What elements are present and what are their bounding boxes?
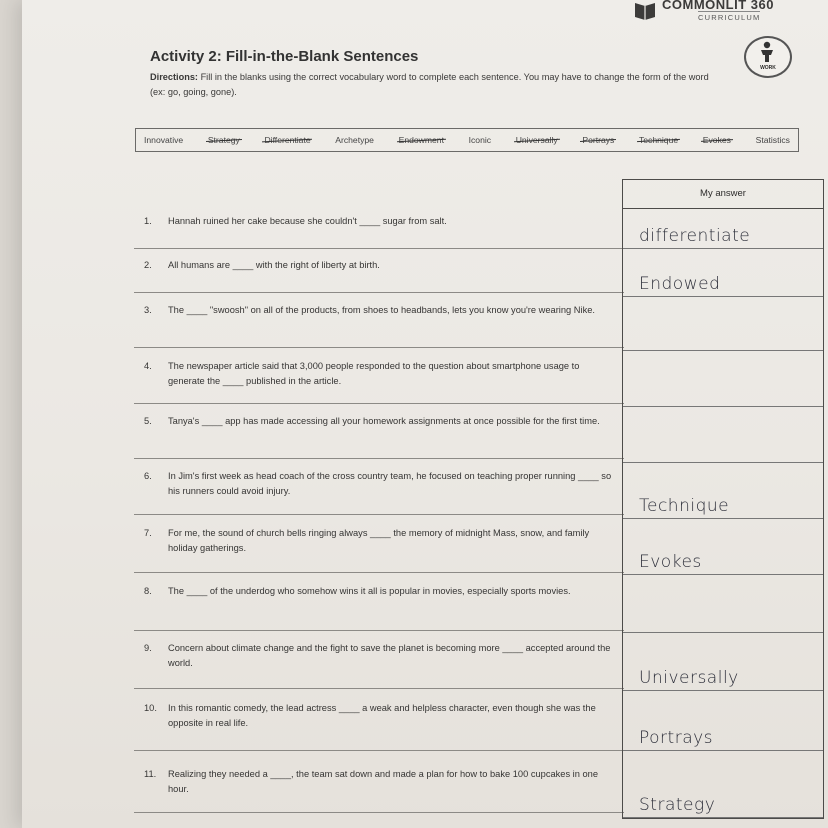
worksheet-page [22, 0, 828, 828]
row-divider [134, 458, 624, 459]
answer-cell[interactable] [623, 350, 823, 407]
question-number: 5. [144, 416, 152, 426]
handwritten-answer: Evokes [639, 552, 702, 572]
handwritten-answer: Endowed [639, 274, 721, 294]
word-bank-item: Statistics [755, 135, 790, 145]
activity-title: Activity 2: Fill-in-the-Blank Sentences [150, 48, 419, 65]
word-bank-item: Universally [515, 135, 558, 145]
person-icon [756, 41, 778, 63]
commonlit-logo [634, 0, 804, 26]
question-number: 2. [144, 260, 152, 270]
word-bank-item: Iconic [468, 135, 492, 145]
word-bank-item: Archetype [335, 135, 374, 145]
word-bank [135, 128, 799, 152]
question-text: The ____ "swoosh" on all of the products, from shoes to headbands, lets you know you're wearing Nike. [168, 305, 595, 315]
question-text: Concern about climate change and the fight to save the planet is becoming more ____ accepted around the world. [168, 643, 611, 668]
question-number: 3. [144, 305, 152, 315]
answer-cell[interactable] [623, 296, 823, 351]
word-bank-item: Differentiate [264, 135, 311, 145]
answer-cell[interactable] [623, 406, 823, 463]
word-bank-item: Endowment [398, 135, 444, 145]
answer-column-header: My answer [623, 180, 823, 209]
question-number: 4. [144, 361, 152, 371]
badge-label: WORK [760, 65, 776, 71]
row-divider [134, 514, 624, 515]
answer-cell[interactable] [623, 632, 823, 691]
handwritten-answer: Strategy [639, 795, 716, 815]
answer-cell[interactable] [623, 574, 823, 633]
directions [150, 70, 710, 100]
word-bank-item: Portrays [582, 135, 615, 145]
row-divider [134, 572, 624, 573]
word-bank-item: Strategy [207, 135, 240, 145]
row-divider [134, 688, 624, 689]
answer-cell[interactable] [623, 208, 823, 249]
question-number: 10. [144, 703, 157, 713]
answer-cell[interactable] [623, 248, 823, 297]
answer-cell[interactable] [623, 518, 823, 575]
question-number: 6. [144, 471, 152, 481]
logo-wordmark: COMMONLIT 360 [662, 0, 774, 12]
question-text: In this romantic comedy, the lead actress ____ a weak and helpless character, even though she was the opposite in real life. [168, 703, 596, 728]
word-bank-item: Innovative [144, 135, 184, 145]
answer-cell[interactable] [623, 690, 823, 751]
row-divider [134, 248, 624, 249]
book-logo-icon [634, 0, 656, 20]
word-bank-item: Technique [638, 135, 679, 145]
question-text: In Jim's first week as head coach of the cross country team, he focused on teaching proper running ____ so his runners could avoid injury. [168, 471, 612, 496]
logo-subtitle: CURRICULUM [698, 13, 761, 22]
question-number: 11. [144, 769, 157, 779]
question-text: For me, the sound of church bells ringing always ____ the memory of midnight Mass, snow, and family holiday gatherings. [168, 528, 590, 553]
row-divider [134, 403, 624, 404]
work-badge [744, 36, 792, 78]
answer-cell[interactable] [623, 750, 823, 818]
handwritten-answer: Universally [639, 668, 739, 688]
question-text: Realizing they needed a ____, the team sat down and made a plan for how to bake 100 cupcakes in one hour. [168, 769, 599, 794]
directions-text: Fill in the blanks using the correct vocabulary word to complete each sentence. You may have to change the form of the word (ex: go, going, gone). [150, 72, 709, 97]
question-text: The newspaper article said that 3,000 people responded to the question about smartphone usage to generate the ____ published in the article. [168, 361, 580, 386]
row-divider [134, 630, 624, 631]
row-divider [134, 347, 624, 348]
question-text: All humans are ____ with the right of liberty at birth. [168, 260, 380, 270]
question-number: 9. [144, 643, 152, 653]
row-divider [134, 292, 624, 293]
answer-cell[interactable] [623, 462, 823, 519]
question-number: 1. [144, 216, 152, 226]
question-number: 8. [144, 586, 152, 596]
handwritten-answer: Technique [639, 496, 730, 516]
question-text: The ____ of the underdog who somehow wins it all is popular in movies, especially sports movies. [168, 586, 571, 596]
handwritten-answer: differentiate [639, 226, 751, 246]
directions-label: Directions: [150, 72, 198, 82]
handwritten-answer: Portrays [639, 728, 714, 748]
question-text: Tanya's ____ app has made accessing all your homework assignments at once possible for the first time. [168, 416, 600, 426]
row-divider [134, 750, 624, 751]
word-bank-item: Evokes [702, 135, 731, 145]
question-number: 7. [144, 528, 152, 538]
answer-column [622, 179, 824, 819]
row-divider [134, 812, 624, 813]
question-text: Hannah ruined her cake because she couldn't ____ sugar from salt. [168, 216, 447, 226]
